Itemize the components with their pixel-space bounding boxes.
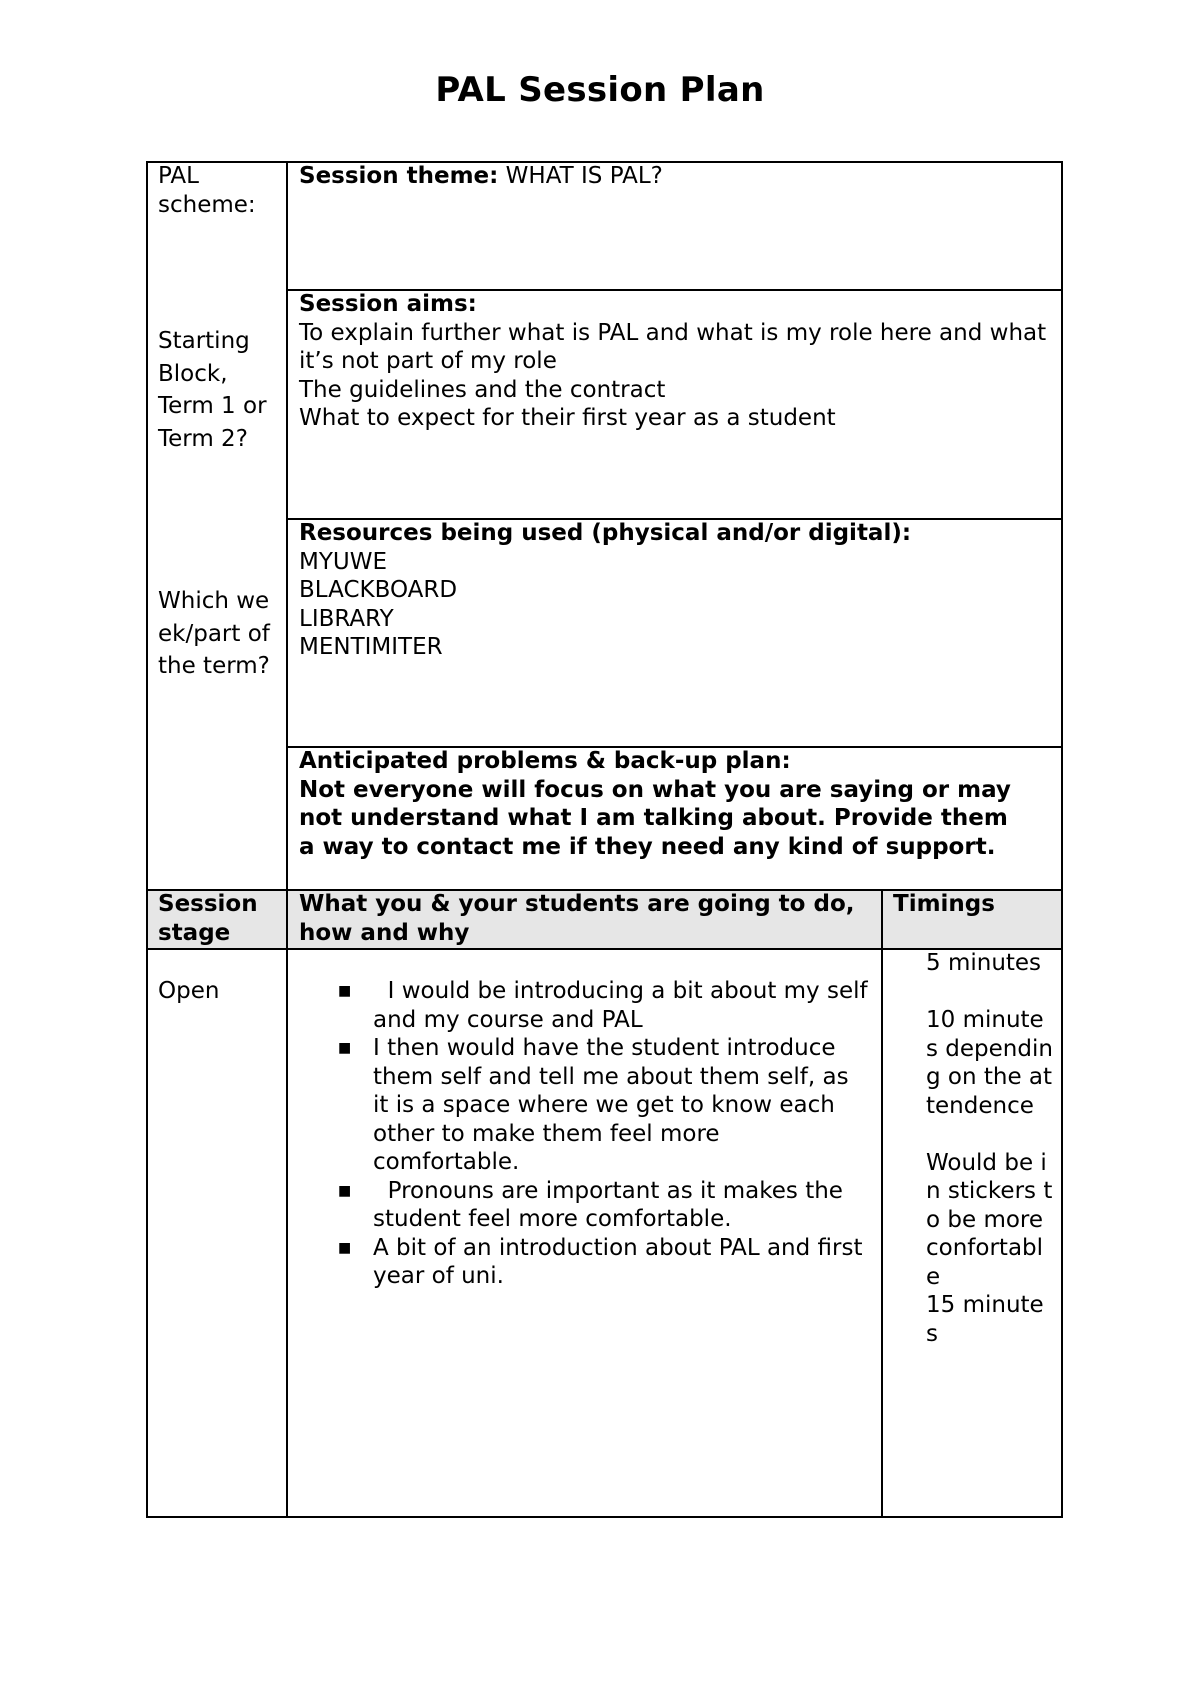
header-timings xyxy=(893,890,1053,919)
timing-entry: 10 minutes depending on the attendence xyxy=(926,1007,1053,1119)
row-open-activity xyxy=(338,977,875,1291)
header-activity xyxy=(299,890,859,947)
starting-block-label xyxy=(158,325,276,455)
row-open-stage xyxy=(158,977,276,1006)
activity-bullet-item xyxy=(338,1034,868,1177)
timing-entry: 5 minutes xyxy=(926,950,1042,976)
pal-scheme-label xyxy=(158,162,276,219)
which-week-text: Which week/part of the term? xyxy=(158,588,270,679)
activity-bullet-text: Pronouns are important as it makes the student feel more comfortable. xyxy=(373,1177,851,1232)
session-aims-line: What to expect for their first year as a student xyxy=(299,405,836,431)
anticipated-cell xyxy=(299,747,1024,861)
row-open-timings xyxy=(926,949,1054,1348)
activity-bullet-item xyxy=(338,1234,870,1291)
session-aims-cell xyxy=(299,290,1054,433)
activity-bullet-item xyxy=(338,977,875,1034)
resource-item: MENTIMITER xyxy=(299,634,443,660)
page-title: PAL Session Plan xyxy=(435,70,765,110)
activity-bullet-text: A bit of an introduction about PAL and first year of uni. xyxy=(373,1234,870,1289)
session-aims-line: The guidelines and the contract xyxy=(299,376,666,403)
bullet-icon: ■ xyxy=(338,1182,352,1199)
session-aims-line: To explain further what is PAL and what is my role here and what it’s not part of my role xyxy=(299,319,1047,374)
resources-label: Resources being used (physical and/or digital): xyxy=(299,520,912,546)
table-border-bottom xyxy=(146,1516,1063,1518)
resource-item: MYUWE xyxy=(299,548,388,575)
bullet-icon: ■ xyxy=(338,1239,352,1256)
bullet-icon: ■ xyxy=(338,1040,352,1056)
which-week-label xyxy=(158,585,278,683)
session-aims-label: Session aims: xyxy=(299,291,477,317)
resource-item: BLACKBOARD xyxy=(299,577,458,603)
column-divider-left xyxy=(286,161,288,1518)
timing-entry: Would be in stickers to be more confortable xyxy=(926,1149,1053,1290)
table-border-right xyxy=(1061,161,1063,1518)
activity-bullet-list xyxy=(338,977,875,1291)
activity-bullet-text: I would be introducing a bit about my self and my course and PAL xyxy=(373,978,875,1033)
table-border-left xyxy=(146,161,148,1518)
anticipated-text: Not everyone will focus on what you are saying or may not understand what I am talking about. Provide them a way to contact me if they need any kind of support. xyxy=(299,776,1011,860)
activity-bullet-text: I then would have the student introduce them self and tell me about them self, as it is a space where we get to know each other to make them feel more comfortable. xyxy=(373,1035,856,1175)
bullet-icon: ■ xyxy=(338,983,352,999)
resources-cell xyxy=(299,519,1054,662)
session-theme-cell xyxy=(299,162,1054,191)
activity-bullet-item xyxy=(338,1177,868,1234)
header-activity-text: What you & your students are going to do, how and why xyxy=(299,891,855,946)
pal-scheme-text: PAL scheme: xyxy=(158,163,256,218)
anticipated-label: Anticipated problems & back-up plan: xyxy=(299,748,791,774)
header-session-stage xyxy=(158,890,276,947)
header-timings-text: Timings xyxy=(893,891,995,917)
starting-block-text: Starting Block, Term 1 or Term 2? xyxy=(158,328,267,452)
row-open-stage-text: Open xyxy=(158,978,220,1004)
column-divider-timings xyxy=(881,889,883,1518)
session-theme-label: Session theme: xyxy=(299,163,499,189)
session-theme-value: WHAT IS PAL? xyxy=(505,163,663,189)
resource-item: LIBRARY xyxy=(299,605,394,632)
header-session-stage-text: Session stage xyxy=(158,891,258,946)
timing-entry: 15 minutes xyxy=(926,1292,1044,1347)
